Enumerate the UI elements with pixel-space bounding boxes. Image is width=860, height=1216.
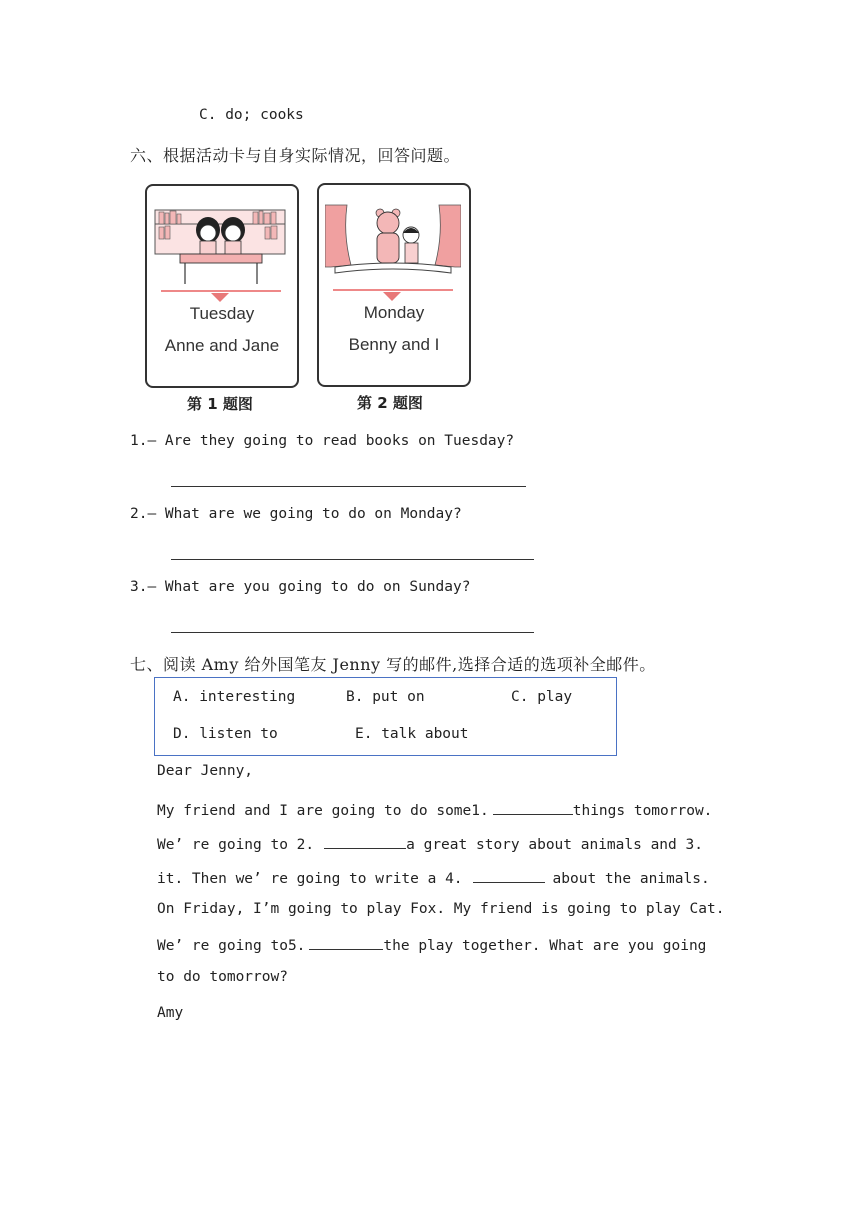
option-c: C. play: [511, 689, 573, 705]
card-2-people: Benny and I: [348, 335, 440, 354]
section-7-title: 七、阅读 Amy 给外国笔友 Jenny 写的邮件,选择合适的选项补全邮件。: [130, 655, 656, 674]
letter-line-2-end: a great story about animals and 3.: [406, 837, 703, 853]
blank-5[interactable]: [309, 935, 383, 950]
question-2: 2.— What are we going to do on Monday?: [130, 506, 462, 522]
triangle-marker-icon: [211, 293, 229, 302]
letter-line-4: On Friday, I’m going to play Fox. My friend is going to play Cat.: [157, 901, 725, 917]
card-divider: [333, 289, 453, 291]
letter-line-3: [157, 868, 710, 887]
question-3: 3.— What are you going to do on Sunday?: [130, 579, 471, 595]
letter-line-3-end: about the animals.: [552, 871, 710, 887]
letter-signature: Amy: [157, 1005, 184, 1021]
stage-play-illustration: [325, 195, 461, 283]
activity-card-1: [145, 184, 299, 388]
blank-1[interactable]: [493, 800, 573, 815]
letter-line-6: to do tomorrow?: [157, 969, 288, 985]
section-6-title: 六、根据活动卡与自身实际情况，回答问题。: [130, 146, 461, 165]
letter-line-1: [157, 800, 712, 819]
letter-line-5-start: We’ re going to5.: [157, 938, 306, 954]
blank-4[interactable]: [473, 868, 545, 883]
library-reading-illustration: [153, 196, 289, 284]
card-2-caption: 第 2 题图: [357, 394, 423, 412]
letter-greeting: Dear Jenny,: [157, 763, 254, 779]
activity-card-2: [317, 183, 471, 387]
card-divider: [161, 290, 281, 292]
answer-line-3[interactable]: [171, 632, 534, 633]
option-a: A. interesting: [173, 689, 296, 705]
card-1-caption: 第 1 题图: [187, 395, 253, 413]
letter-line-5: [157, 935, 706, 954]
answer-line-1[interactable]: [171, 486, 526, 487]
option-c-previous: C. do; cooks: [199, 107, 304, 123]
blank-2[interactable]: [324, 834, 406, 849]
letter-line-2-start: We’ re going to 2.: [157, 837, 315, 853]
option-d: D. listen to: [173, 726, 278, 742]
card-1-day: Tuesday: [189, 304, 255, 323]
letter-line-5-end: the play together. What are you going: [383, 938, 707, 954]
letter-line-2: [157, 834, 703, 853]
letter-line-1-start: My friend and I are going to do some1.: [157, 803, 489, 819]
question-1: 1.— Are they going to read books on Tuesday?: [130, 433, 515, 449]
triangle-marker-icon: [383, 292, 401, 301]
option-e: E. talk about: [355, 726, 469, 742]
letter-line-1-end: things tomorrow.: [572, 803, 713, 819]
letter-line-3-start: it. Then we’ re going to write a 4.: [157, 871, 463, 887]
card-1-people: Anne and Jane: [164, 336, 280, 355]
card-2-day: Monday: [363, 303, 425, 322]
option-b: B. put on: [346, 689, 425, 705]
answer-line-2[interactable]: [171, 559, 534, 560]
